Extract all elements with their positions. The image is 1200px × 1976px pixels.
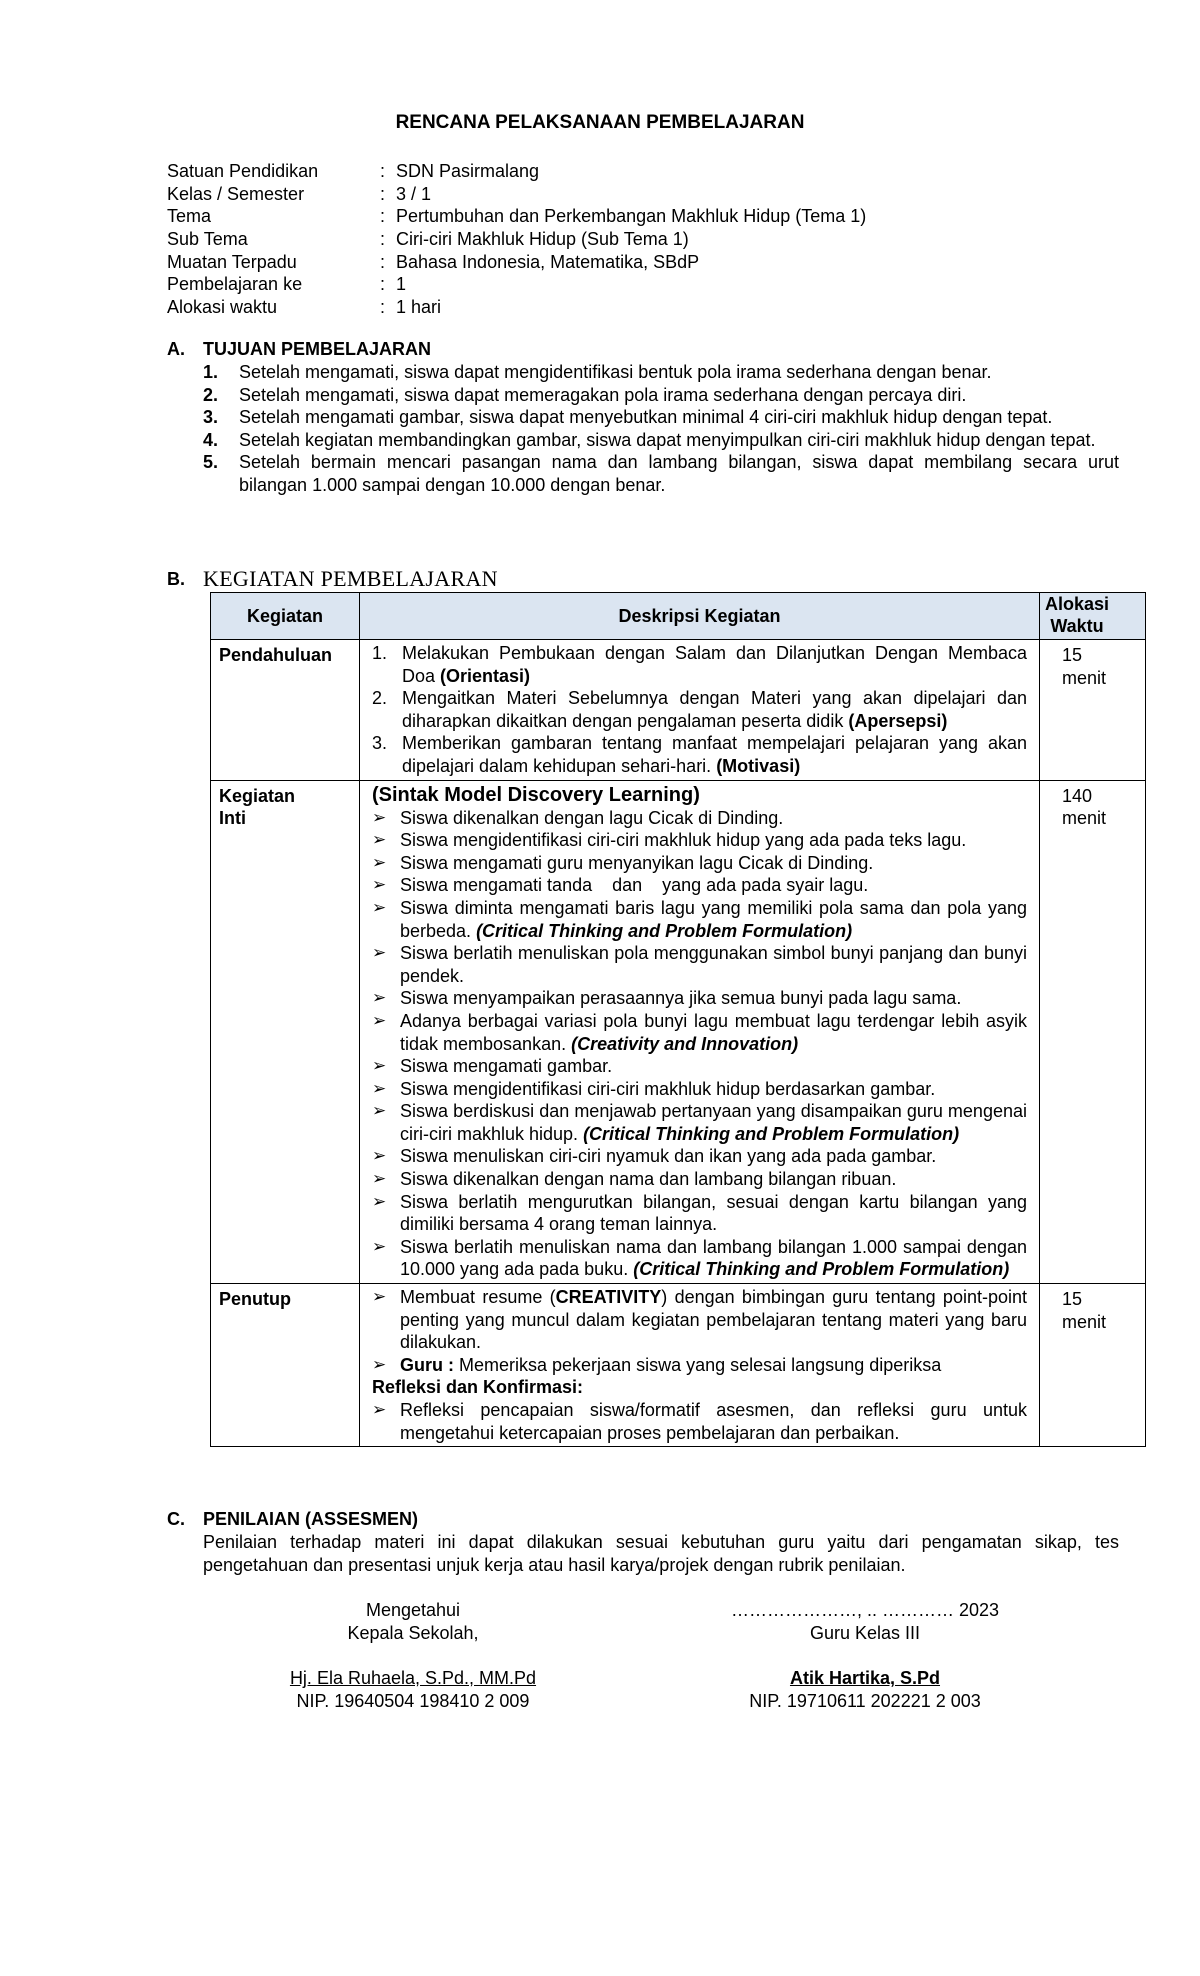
identity-row	[167, 251, 1067, 274]
list-item	[372, 1354, 1027, 1377]
item-text	[400, 942, 1027, 987]
header-kegiatan: Kegiatan	[211, 593, 360, 640]
phase-label-line: Inti	[219, 808, 246, 829]
list-item	[372, 987, 1027, 1010]
arrow-bullet-icon: ➢	[372, 1078, 387, 1098]
section-letter: A.	[167, 339, 185, 359]
time-value: 15	[1062, 645, 1083, 665]
time-unit: menit	[1062, 1311, 1107, 1332]
signature-role: Kepala Sekolah,	[347, 1622, 479, 1643]
objective-text: Setelah mengamati, siswa dapat memeragakan pola irama sederhana dengan percaya diri.	[239, 384, 967, 405]
list-item	[372, 687, 1027, 732]
identity-colon: :	[380, 229, 386, 250]
list-item	[372, 1399, 1027, 1444]
phase-time	[1040, 780, 1146, 1283]
objective-item	[167, 429, 1119, 452]
identity-row	[167, 160, 1067, 183]
item-body: Siswa mengamati gambar.	[400, 1056, 613, 1077]
identity-colon: :	[380, 274, 386, 295]
arrow-bullet-icon: ➢	[372, 1236, 387, 1256]
item-text	[400, 897, 1027, 942]
time-value: 15	[1062, 1289, 1083, 1310]
identity-row	[167, 183, 1067, 206]
section-letter: B.	[167, 568, 185, 589]
table-header-row	[211, 593, 1146, 640]
identity-colon: :	[380, 251, 386, 272]
item-tag: (Orientasi)	[440, 665, 531, 686]
list-item	[372, 874, 1027, 897]
signature-date: …………………, .. ………… 2023	[730, 1600, 1000, 1620]
item-body: Siswa mengidentifikasi ciri-ciri makhluk hidup berdasarkan gambar.	[400, 1078, 936, 1099]
list-item	[372, 1010, 1027, 1055]
phase-time	[1040, 1284, 1146, 1447]
identity-block	[167, 160, 1067, 319]
item-emphasis: Guru :	[400, 1354, 454, 1375]
objective-number: 2.	[203, 384, 219, 405]
identity-value: 1	[396, 274, 407, 295]
objective-item	[167, 384, 1119, 407]
item-body: Siswa dikenalkan dengan nama dan lambang bilangan ribuan.	[400, 1169, 897, 1190]
item-text: Refleksi pencapaian siswa/formatif asesmen, dan refleksi guru untuk mengetahui ketercapaian proses pembelajaran dan perbaikan.	[400, 1400, 1027, 1443]
list-item	[372, 852, 1027, 875]
identity-label: Kelas / Semester	[167, 183, 305, 204]
item-tag: (Creativity and Innovation)	[571, 1033, 799, 1054]
item-body: Siswa diminta mengamati baris lagu yang memiliki pola sama dan pola yang berbeda.	[400, 897, 1027, 941]
item-text	[400, 1100, 1027, 1145]
item-body: Membuat resume (	[400, 1287, 556, 1308]
identity-row	[167, 205, 1067, 228]
objective-item	[167, 451, 1119, 496]
item-body: Siswa menyampaikan perasaannya jika semua bunyi pada lagu sama.	[400, 988, 962, 1009]
list-item	[372, 1055, 1027, 1078]
list-item	[372, 1168, 1027, 1191]
table-row-inti	[211, 780, 1146, 1283]
activity-table	[210, 592, 1146, 1447]
document-title: RENCANA PELAKSANAAN PEMBELAJARAN	[395, 112, 805, 133]
time-unit: menit	[1062, 667, 1107, 688]
phase-label: Pendahuluan	[211, 640, 360, 781]
section-title: PENILAIAN (ASSESMEN)	[203, 1509, 419, 1529]
objective-item	[167, 406, 1119, 429]
objective-text: Setelah mengamati gambar, siswa dapat menyebutkan minimal 4 ciri-ciri makhluk hidup dengan tepat.	[239, 407, 1053, 428]
arrow-bullet-icon: ➢	[372, 1010, 387, 1030]
arrow-bullet-icon: ➢	[372, 1101, 387, 1121]
item-body: Siswa dikenalkan dengan lagu Cicak di Dinding.	[400, 807, 784, 828]
identity-label: Pembelajaran ke	[167, 274, 303, 295]
item-body: Siswa berlatih mengurutkan bilangan, sesuai dengan kartu bilangan yang dimiliki bersama 4 orang teman lainnya.	[400, 1191, 1027, 1235]
section-penilaian	[167, 1508, 1119, 1576]
table-row-pendahuluan	[211, 640, 1146, 781]
objective-list	[167, 361, 1119, 497]
phase-label-line: Kegiatan	[219, 785, 296, 806]
signature-role: Guru Kelas III	[809, 1622, 921, 1643]
table-row-penutup	[211, 1284, 1146, 1447]
signature-name: Atik Hartika, S.Pd	[789, 1668, 941, 1689]
item-text	[400, 987, 1027, 1010]
item-text	[400, 1055, 1027, 1078]
identity-value: Bahasa Indonesia, Matematika, SBdP	[396, 251, 700, 272]
header-alokasi: Alokasi	[1044, 594, 1110, 614]
item-body: Mengaitkan Materi Sebelumnya dengan Materi yang akan dipelajari dan diharapkan dikaitkan dengan pengalaman peserta didik	[402, 688, 1027, 731]
identity-value: 3 / 1	[396, 183, 432, 204]
item-text	[400, 1168, 1027, 1191]
identity-label: Muatan Terpadu	[167, 251, 297, 272]
arrow-bullet-icon: ➢	[372, 1191, 387, 1211]
list-item	[372, 1100, 1027, 1145]
item-text	[400, 852, 1027, 875]
objective-number: 4.	[203, 429, 219, 450]
item-text	[400, 1145, 1027, 1168]
identity-label: Satuan Pendidikan	[167, 161, 319, 181]
section-letter: C.	[167, 1509, 185, 1529]
arrow-bullet-icon: ➢	[372, 875, 387, 895]
phase-label: Penutup	[211, 1284, 360, 1447]
item-body: Memeriksa pekerjaan siswa yang selesai langsung diperiksa	[454, 1354, 942, 1375]
header-waktu: Waktu	[1050, 616, 1104, 636]
arrow-bullet-icon: ➢	[372, 1146, 387, 1166]
signature-nip: NIP. 19710611 202221 2 003	[749, 1690, 981, 1711]
phase-description	[360, 780, 1040, 1283]
item-body: Siswa berlatih menuliskan pola menggunakan simbol bunyi panjang dan bunyi pendek.	[400, 943, 1027, 986]
identity-value: 1 hari	[396, 297, 442, 318]
section-title: TUJUAN PEMBELAJARAN	[203, 339, 432, 359]
identity-row	[167, 273, 1067, 296]
list-item	[372, 807, 1027, 830]
item-text	[402, 687, 1027, 732]
signature-name: Hj. Ela Ruhaela, S.Pd., MM.Pd	[289, 1668, 537, 1689]
item-body: Adanya berbagai variasi pola bunyi lagu membuat lagu terdengar lebih asyik tidak membosankan.	[400, 1010, 1027, 1054]
item-text	[400, 1286, 1027, 1354]
item-body: Siswa mengamati guru menyanyikan lagu Cicak di Dinding.	[400, 852, 874, 873]
list-item	[372, 942, 1027, 987]
item-text	[400, 1191, 1027, 1236]
arrow-bullet-icon: ➢	[372, 943, 387, 963]
objective-number: 1.	[203, 362, 219, 382]
pendahuluan-list	[372, 642, 1027, 778]
objective-text: Setelah mengamati, siswa dapat mengidentifikasi bentuk pola irama sederhana dengan benar.	[239, 362, 992, 382]
arrow-bullet-icon: ➢	[372, 988, 387, 1008]
item-tag: (Critical Thinking and Problem Formulation)	[476, 920, 853, 941]
assessment-text: Penilaian terhadap materi ini dapat dilakukan sesuai kebutuhan guru yaitu dari pengamatan sikap, tes pengetahuan dan presentasi unjuk kerja atau hasil karya/projek dengan rubrik penilaian.	[203, 1532, 1119, 1575]
refleksi-heading: Refleksi dan Konfirmasi:	[372, 1377, 584, 1398]
phase-description	[360, 1284, 1040, 1447]
identity-label: Sub Tema	[167, 229, 248, 250]
item-number: 2.	[372, 688, 388, 709]
item-text	[400, 1354, 1027, 1377]
list-item	[372, 642, 1027, 687]
arrow-bullet-icon: ➢	[372, 1354, 387, 1374]
arrow-bullet-icon: ➢	[372, 807, 387, 827]
list-item	[372, 897, 1027, 942]
item-text	[400, 807, 1027, 830]
item-text	[400, 874, 1027, 897]
signature-teacher	[680, 1599, 1050, 1712]
item-body: Siswa berdiskusi dan menjawab pertanyaan yang disampaikan guru mengenai ciri-ciri makhluk hidup.	[400, 1101, 1027, 1144]
list-item	[372, 1191, 1027, 1236]
header-alokasi-waktu	[1040, 593, 1146, 640]
phase-description	[360, 640, 1040, 781]
identity-colon: :	[380, 297, 386, 318]
section-kegiatan-heading	[167, 566, 498, 592]
identity-colon: :	[380, 206, 386, 227]
signature-line: Mengetahui	[365, 1600, 461, 1620]
item-number: 3.	[372, 733, 388, 754]
arrow-bullet-icon: ➢	[372, 1400, 387, 1419]
arrow-bullet-icon: ➢	[372, 897, 387, 917]
item-text	[402, 642, 1027, 687]
time-value: 140	[1062, 785, 1093, 806]
objective-text: Setelah bermain mencari pasangan nama dan lambang bilangan, siswa dapat membilang secara urut bilangan 1.000 sampai dengan 10.000 dengan benar.	[239, 452, 1119, 495]
item-body: Siswa mengidentifikasi ciri-ciri makhluk hidup yang ada pada teks lagu.	[400, 830, 967, 851]
list-item	[372, 732, 1027, 777]
objective-number: 5.	[203, 452, 219, 473]
section-a-heading	[167, 338, 1119, 361]
list-item	[372, 1286, 1027, 1354]
signature-principal	[248, 1599, 578, 1712]
identity-value: Ciri-ciri Makhluk Hidup (Sub Tema 1)	[396, 229, 689, 250]
item-text	[402, 732, 1027, 777]
objective-text: Setelah kegiatan membandingkan gambar, siswa dapat menyimpulkan ciri-ciri makhluk hidup dengan tepat.	[239, 429, 1096, 450]
signature-nip: NIP. 19640504 198410 2 009	[296, 1690, 530, 1711]
header-deskripsi: Deskripsi Kegiatan	[360, 593, 1040, 640]
sintak-heading: (Sintak Model Discovery Learning)	[372, 783, 700, 806]
item-tag: (Apersepsi)	[848, 710, 948, 731]
arrow-bullet-icon: ➢	[372, 1287, 387, 1307]
item-body: Siswa menuliskan ciri-ciri nyamuk dan ikan yang ada pada gambar.	[400, 1146, 937, 1167]
list-item	[372, 1145, 1027, 1168]
arrow-bullet-icon: ➢	[372, 1056, 387, 1076]
arrow-bullet-icon: ➢	[372, 852, 387, 872]
item-body: Memberikan gambaran tentang manfaat mempelajari pelajaran yang akan dipelajari dalam kehidupan sehari-hari.	[402, 733, 1027, 776]
item-body: ) dengan bimbingan guru tentang point-point penting yang muncul dalam kegiatan pembelajaran tentang materi yang baru dilakukan.	[400, 1287, 1027, 1353]
item-text	[400, 1236, 1027, 1281]
identity-label: Alokasi waktu	[167, 297, 278, 318]
section-tujuan	[167, 338, 1119, 497]
item-text	[400, 1010, 1027, 1055]
identity-value: SDN Pasirmalang	[396, 161, 540, 181]
item-body: Siswa berlatih menuliskan nama dan lambang bilangan 1.000 sampai dengan 10.000 yang ada pada buku.	[400, 1236, 1027, 1280]
identity-row	[167, 296, 1067, 319]
objective-number: 3.	[203, 407, 219, 428]
phase-time	[1040, 640, 1146, 781]
section-c-heading	[167, 1508, 1119, 1531]
list-item	[372, 1078, 1027, 1101]
arrow-bullet-icon: ➢	[372, 1169, 387, 1189]
item-tag: (Motivasi)	[716, 755, 801, 776]
list-item	[372, 1236, 1027, 1281]
item-tag: (Critical Thinking and Problem Formulation)	[583, 1123, 960, 1144]
time-unit: menit	[1062, 808, 1107, 829]
arrow-bullet-icon: ➢	[372, 830, 387, 850]
item-emphasis: CREATIVITY	[555, 1287, 662, 1308]
identity-row	[167, 228, 1067, 251]
identity-colon: :	[380, 161, 386, 181]
item-text	[400, 1078, 1027, 1101]
item-body: Siswa mengamati tanda dan yang ada pada syair lagu.	[400, 875, 869, 896]
item-body: Melakukan Pembukaan dengan Salam dan Dilanjutkan Dengan Membaca Doa	[402, 643, 1027, 686]
item-text	[400, 829, 1027, 852]
item-number: 1.	[372, 643, 388, 663]
list-item	[372, 829, 1027, 852]
identity-value: Pertumbuhan dan Perkembangan Makhluk Hidup (Tema 1)	[396, 206, 867, 227]
item-tag: (Critical Thinking and Problem Formulation)	[633, 1259, 1010, 1280]
identity-label: Tema	[167, 206, 212, 227]
identity-colon: :	[380, 183, 386, 204]
phase-label	[211, 780, 360, 1283]
section-title: KEGIATAN PEMBELAJARAN	[203, 566, 498, 591]
objective-item	[167, 361, 1119, 384]
